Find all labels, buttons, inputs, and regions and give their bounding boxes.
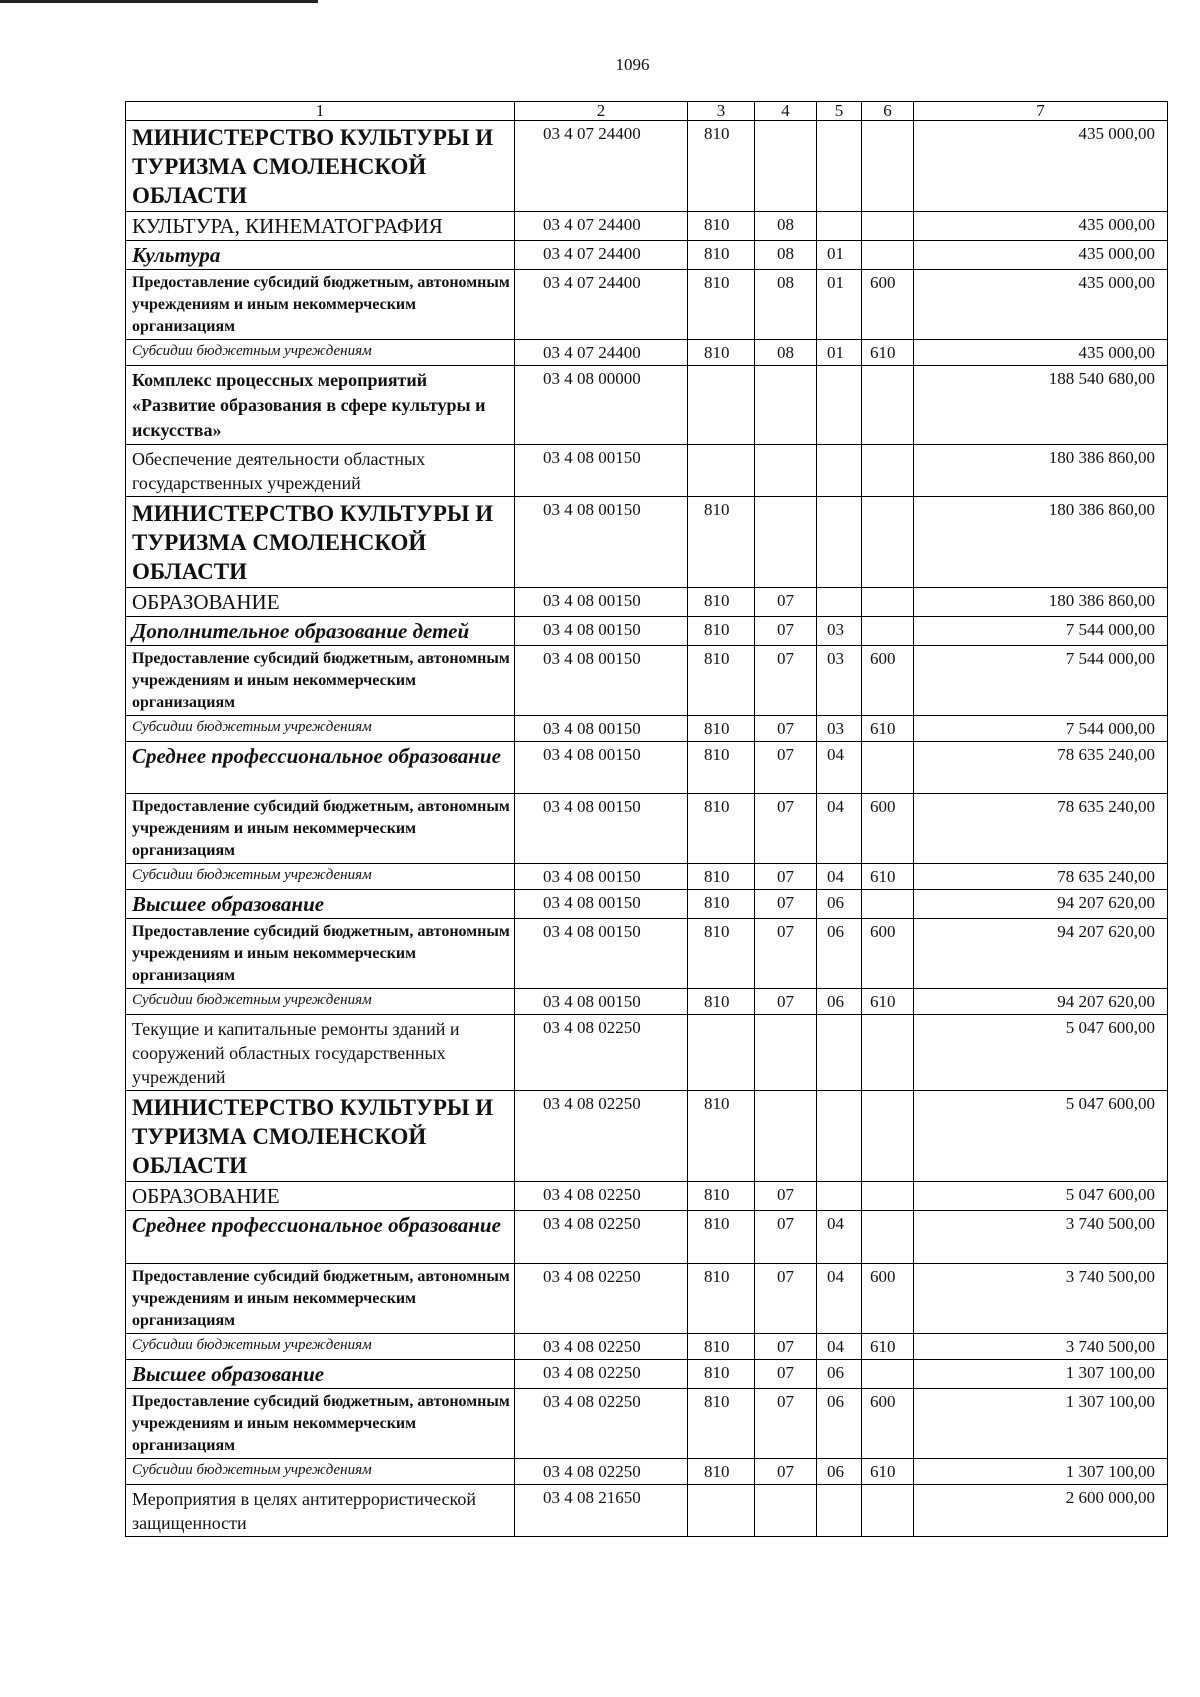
subsection-cell: 06	[817, 1459, 862, 1485]
admin-cell: 810	[688, 989, 755, 1015]
subsection-cell	[817, 497, 862, 588]
name-cell: Субсидии бюджетным учреждениям	[126, 340, 515, 366]
type-cell	[862, 121, 914, 212]
name-cell: Высшее образование	[126, 1360, 515, 1389]
type-cell	[862, 1485, 914, 1537]
code-cell: 03 4 08 02250	[515, 1264, 688, 1334]
code-cell: 03 4 07 24400	[515, 212, 688, 241]
type-cell	[862, 212, 914, 241]
section-cell	[755, 497, 817, 588]
name-cell: Среднее профессиональное образование	[126, 742, 515, 794]
amount-cell: 5 047 600,00	[914, 1015, 1168, 1091]
admin-cell: 810	[688, 864, 755, 890]
amount-cell: 180 386 860,00	[914, 497, 1168, 588]
amount-cell: 1 307 100,00	[914, 1459, 1168, 1485]
admin-cell	[688, 1485, 755, 1537]
subsection-cell	[817, 588, 862, 617]
name-cell: Предоставление субсидий бюджетным, автономным учреждениям и иным некоммерческим организациям	[126, 794, 515, 864]
amount-cell: 78 635 240,00	[914, 742, 1168, 794]
type-cell	[862, 1211, 914, 1264]
admin-cell: 810	[688, 646, 755, 716]
name-cell: МИНИСТЕРСТВО КУЛЬТУРЫ И ТУРИЗМА СМОЛЕНСКОЙ ОБЛАСТИ	[126, 497, 515, 588]
page-number: 1096	[615, 55, 650, 74]
admin-cell: 810	[688, 241, 755, 270]
code-cell: 03 4 08 02250	[515, 1389, 688, 1459]
name-cell: Субсидии бюджетным учреждениям	[126, 989, 515, 1015]
name-cell: Комплекс процессных мероприятий «Развитие образования в сфере культуры и искусства»	[126, 366, 515, 445]
name-cell: Предоставление субсидий бюджетным, автономным учреждениям и иным некоммерческим организациям	[126, 1264, 515, 1334]
admin-cell	[688, 366, 755, 445]
amount-cell: 7 544 000,00	[914, 646, 1168, 716]
code-cell: 03 4 08 00150	[515, 445, 688, 497]
table-row	[126, 1091, 1168, 1182]
admin-cell: 810	[688, 1334, 755, 1360]
section-cell: 08	[755, 212, 817, 241]
amount-cell: 435 000,00	[914, 212, 1168, 241]
amount-cell: 435 000,00	[914, 121, 1168, 212]
table-row	[126, 646, 1168, 716]
name-cell: МИНИСТЕРСТВО КУЛЬТУРЫ И ТУРИЗМА СМОЛЕНСКОЙ ОБЛАСТИ	[126, 121, 515, 212]
code-cell: 03 4 07 24400	[515, 121, 688, 212]
type-cell: 610	[862, 340, 914, 366]
top-rule	[0, 0, 318, 3]
admin-cell: 810	[688, 742, 755, 794]
table-row	[126, 742, 1168, 794]
code-cell: 03 4 08 00150	[515, 989, 688, 1015]
amount-cell: 5 047 600,00	[914, 1091, 1168, 1182]
type-cell	[862, 617, 914, 646]
type-cell	[862, 890, 914, 919]
subsection-cell: 01	[817, 340, 862, 366]
code-cell: 03 4 08 00150	[515, 588, 688, 617]
admin-cell	[688, 445, 755, 497]
subsection-cell	[817, 445, 862, 497]
header-cell-7: 7	[914, 102, 1168, 121]
amount-cell: 188 540 680,00	[914, 366, 1168, 445]
subsection-cell: 04	[817, 1334, 862, 1360]
subsection-cell: 04	[817, 794, 862, 864]
table-row	[126, 794, 1168, 864]
type-cell	[862, 1360, 914, 1389]
table-row	[126, 617, 1168, 646]
type-cell	[862, 445, 914, 497]
header-cell-4: 4	[755, 102, 817, 121]
amount-cell: 94 207 620,00	[914, 919, 1168, 989]
subsection-cell: 06	[817, 890, 862, 919]
admin-cell: 810	[688, 1360, 755, 1389]
code-cell: 03 4 08 00000	[515, 366, 688, 445]
type-cell: 600	[862, 270, 914, 340]
admin-cell: 810	[688, 919, 755, 989]
subsection-cell: 03	[817, 646, 862, 716]
section-cell: 07	[755, 794, 817, 864]
section-cell	[755, 445, 817, 497]
subsection-cell	[817, 1091, 862, 1182]
code-cell: 03 4 08 02250	[515, 1360, 688, 1389]
type-cell: 600	[862, 794, 914, 864]
subsection-cell: 04	[817, 1264, 862, 1334]
amount-cell: 94 207 620,00	[914, 890, 1168, 919]
type-cell: 600	[862, 646, 914, 716]
table-row	[126, 588, 1168, 617]
code-cell: 03 4 08 02250	[515, 1182, 688, 1211]
section-cell	[755, 1015, 817, 1091]
amount-cell: 3 740 500,00	[914, 1264, 1168, 1334]
type-cell: 610	[862, 989, 914, 1015]
code-cell: 03 4 08 00150	[515, 919, 688, 989]
subsection-cell	[817, 1182, 862, 1211]
section-cell	[755, 121, 817, 212]
name-cell: Обеспечение деятельности областных государственных учреждений	[126, 445, 515, 497]
type-cell: 600	[862, 919, 914, 989]
table-row	[126, 121, 1168, 212]
subsection-cell	[817, 212, 862, 241]
code-cell: 03 4 07 24400	[515, 270, 688, 340]
table-row	[126, 241, 1168, 270]
code-cell: 03 4 08 02250	[515, 1015, 688, 1091]
name-cell: Культура	[126, 241, 515, 270]
admin-cell: 810	[688, 794, 755, 864]
subsection-cell: 04	[817, 864, 862, 890]
header-cell-1: 1	[126, 102, 515, 121]
section-cell: 07	[755, 1389, 817, 1459]
admin-cell: 810	[688, 1389, 755, 1459]
code-cell: 03 4 08 00150	[515, 742, 688, 794]
header-row	[126, 102, 1168, 121]
section-cell	[755, 1485, 817, 1537]
subsection-cell: 03	[817, 716, 862, 742]
admin-cell: 810	[688, 716, 755, 742]
table-row	[126, 340, 1168, 366]
code-cell: 03 4 08 00150	[515, 617, 688, 646]
admin-cell: 810	[688, 617, 755, 646]
amount-cell: 78 635 240,00	[914, 864, 1168, 890]
table-row	[126, 212, 1168, 241]
table-row	[126, 1015, 1168, 1091]
amount-cell: 94 207 620,00	[914, 989, 1168, 1015]
name-cell: Среднее профессиональное образование	[126, 1211, 515, 1264]
section-cell: 08	[755, 270, 817, 340]
code-cell: 03 4 08 00150	[515, 646, 688, 716]
amount-cell: 1 307 100,00	[914, 1389, 1168, 1459]
budget-table	[125, 101, 1168, 1537]
amount-cell: 78 635 240,00	[914, 794, 1168, 864]
name-cell: Предоставление субсидий бюджетным, автономным учреждениям и иным некоммерческим организациям	[126, 919, 515, 989]
type-cell	[862, 1015, 914, 1091]
name-cell: Мероприятия в целях антитеррористической защищенности	[126, 1485, 515, 1537]
code-cell: 03 4 08 00150	[515, 794, 688, 864]
name-cell: Дополнительное образование детей	[126, 617, 515, 646]
table-row	[126, 989, 1168, 1015]
table-row	[126, 919, 1168, 989]
admin-cell: 810	[688, 270, 755, 340]
name-cell: Субсидии бюджетным учреждениям	[126, 1334, 515, 1360]
header-cell-2: 2	[515, 102, 688, 121]
name-cell: Субсидии бюджетным учреждениям	[126, 1459, 515, 1485]
section-cell: 07	[755, 617, 817, 646]
type-cell: 610	[862, 1334, 914, 1360]
section-cell: 07	[755, 1182, 817, 1211]
name-cell: Субсидии бюджетным учреждениям	[126, 864, 515, 890]
type-cell: 610	[862, 716, 914, 742]
admin-cell: 810	[688, 497, 755, 588]
table-row	[126, 1485, 1168, 1537]
type-cell: 610	[862, 864, 914, 890]
type-cell: 600	[862, 1264, 914, 1334]
section-cell: 08	[755, 241, 817, 270]
table-row	[126, 366, 1168, 445]
table-row	[126, 1389, 1168, 1459]
code-cell: 03 4 07 24400	[515, 340, 688, 366]
type-cell: 600	[862, 1389, 914, 1459]
admin-cell	[688, 1015, 755, 1091]
table-row	[126, 716, 1168, 742]
header-cell-5: 5	[817, 102, 862, 121]
subsection-cell	[817, 121, 862, 212]
table-row	[126, 497, 1168, 588]
amount-cell: 435 000,00	[914, 340, 1168, 366]
name-cell: МИНИСТЕРСТВО КУЛЬТУРЫ И ТУРИЗМА СМОЛЕНСКОЙ ОБЛАСТИ	[126, 1091, 515, 1182]
code-cell: 03 4 07 24400	[515, 241, 688, 270]
subsection-cell	[817, 1015, 862, 1091]
amount-cell: 5 047 600,00	[914, 1182, 1168, 1211]
admin-cell: 810	[688, 1182, 755, 1211]
section-cell: 07	[755, 919, 817, 989]
code-cell: 03 4 08 02250	[515, 1091, 688, 1182]
table-body	[126, 121, 1168, 1537]
subsection-cell: 01	[817, 241, 862, 270]
admin-cell: 810	[688, 1211, 755, 1264]
name-cell: ОБРАЗОВАНИЕ	[126, 1182, 515, 1211]
subsection-cell: 01	[817, 270, 862, 340]
admin-cell: 810	[688, 212, 755, 241]
amount-cell: 1 307 100,00	[914, 1360, 1168, 1389]
section-cell: 07	[755, 1334, 817, 1360]
name-cell: КУЛЬТУРА, КИНЕМАТОГРАФИЯ	[126, 212, 515, 241]
type-cell: 610	[862, 1459, 914, 1485]
section-cell	[755, 1091, 817, 1182]
code-cell: 03 4 08 00150	[515, 497, 688, 588]
subsection-cell: 06	[817, 1389, 862, 1459]
amount-cell: 3 740 500,00	[914, 1211, 1168, 1264]
type-cell	[862, 1091, 914, 1182]
section-cell: 07	[755, 890, 817, 919]
table-row	[126, 1211, 1168, 1264]
amount-cell: 3 740 500,00	[914, 1334, 1168, 1360]
section-cell	[755, 366, 817, 445]
type-cell	[862, 742, 914, 794]
section-cell: 07	[755, 646, 817, 716]
name-cell: ОБРАЗОВАНИЕ	[126, 588, 515, 617]
section-cell: 08	[755, 340, 817, 366]
subsection-cell	[817, 1485, 862, 1537]
section-cell: 07	[755, 1459, 817, 1485]
table-row	[126, 1459, 1168, 1485]
admin-cell: 810	[688, 588, 755, 617]
type-cell	[862, 366, 914, 445]
admin-cell: 810	[688, 1264, 755, 1334]
table-row	[126, 1264, 1168, 1334]
amount-cell: 435 000,00	[914, 270, 1168, 340]
type-cell	[862, 588, 914, 617]
amount-cell: 7 544 000,00	[914, 617, 1168, 646]
header-cell-6: 6	[862, 102, 914, 121]
code-cell: 03 4 08 00150	[515, 890, 688, 919]
subsection-cell: 04	[817, 742, 862, 794]
type-cell	[862, 497, 914, 588]
code-cell: 03 4 08 21650	[515, 1485, 688, 1537]
table-row	[126, 1182, 1168, 1211]
subsection-cell: 06	[817, 919, 862, 989]
name-cell: Предоставление субсидий бюджетным, автономным учреждениям и иным некоммерческим организациям	[126, 1389, 515, 1459]
amount-cell: 2 600 000,00	[914, 1485, 1168, 1537]
subsection-cell: 04	[817, 1211, 862, 1264]
section-cell: 07	[755, 716, 817, 742]
subsection-cell: 06	[817, 989, 862, 1015]
admin-cell: 810	[688, 121, 755, 212]
name-cell: Предоставление субсидий бюджетным, автономным учреждениям и иным некоммерческим организациям	[126, 270, 515, 340]
section-cell: 07	[755, 742, 817, 794]
section-cell: 07	[755, 588, 817, 617]
code-cell: 03 4 08 02250	[515, 1334, 688, 1360]
subsection-cell: 03	[817, 617, 862, 646]
section-cell: 07	[755, 1360, 817, 1389]
amount-cell: 435 000,00	[914, 241, 1168, 270]
type-cell	[862, 241, 914, 270]
amount-cell: 180 386 860,00	[914, 445, 1168, 497]
name-cell: Предоставление субсидий бюджетным, автономным учреждениям и иным некоммерческим организациям	[126, 646, 515, 716]
table-row	[126, 445, 1168, 497]
section-cell: 07	[755, 864, 817, 890]
table-row	[126, 1334, 1168, 1360]
type-cell	[862, 1182, 914, 1211]
table-row	[126, 1360, 1168, 1389]
code-cell: 03 4 08 02250	[515, 1459, 688, 1485]
table-row	[126, 864, 1168, 890]
code-cell: 03 4 08 00150	[515, 864, 688, 890]
code-cell: 03 4 08 00150	[515, 716, 688, 742]
admin-cell: 810	[688, 890, 755, 919]
admin-cell: 810	[688, 1459, 755, 1485]
amount-cell: 180 386 860,00	[914, 588, 1168, 617]
section-cell: 07	[755, 1264, 817, 1334]
amount-cell: 7 544 000,00	[914, 716, 1168, 742]
table-row	[126, 890, 1168, 919]
name-cell: Высшее образование	[126, 890, 515, 919]
code-cell: 03 4 08 02250	[515, 1211, 688, 1264]
table-row	[126, 270, 1168, 340]
section-cell: 07	[755, 989, 817, 1015]
section-cell: 07	[755, 1211, 817, 1264]
subsection-cell	[817, 366, 862, 445]
admin-cell: 810	[688, 340, 755, 366]
header-cell-3: 3	[688, 102, 755, 121]
subsection-cell: 06	[817, 1360, 862, 1389]
name-cell: Субсидии бюджетным учреждениям	[126, 716, 515, 742]
admin-cell: 810	[688, 1091, 755, 1182]
name-cell: Текущие и капитальные ремонты зданий и сооружений областных государственных учреждений	[126, 1015, 515, 1091]
